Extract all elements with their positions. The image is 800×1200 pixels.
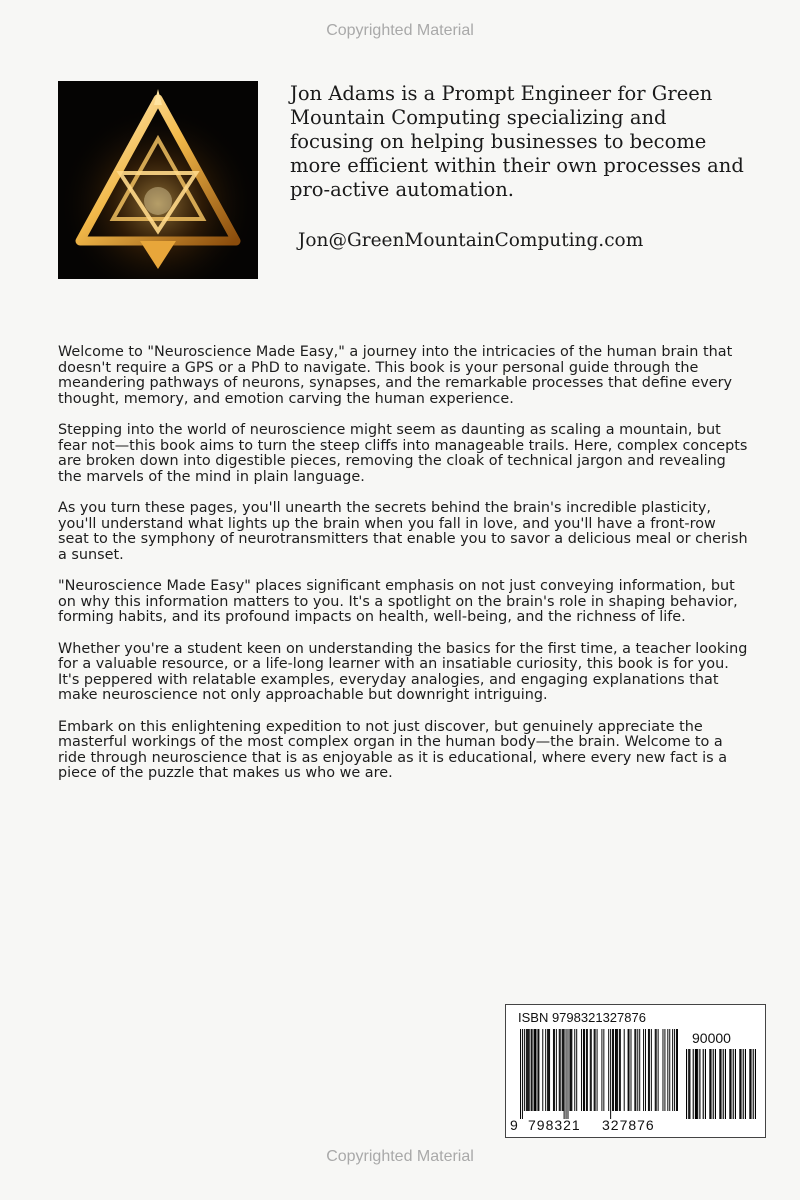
barcode-bar (584, 1029, 585, 1111)
isbn-label: ISBN 9798321327876 (518, 1010, 646, 1025)
barcode-bar (608, 1029, 609, 1111)
barcode-digit-first: 9 (510, 1117, 518, 1133)
barcode-bar (655, 1029, 656, 1111)
barcode-bar (547, 1029, 548, 1111)
barcode-bar (634, 1029, 635, 1111)
barcode-bar (696, 1049, 697, 1119)
barcode-bar (595, 1029, 596, 1111)
book-description (58, 345, 748, 782)
barcode-bar (723, 1049, 724, 1119)
barcode-bar (528, 1029, 529, 1111)
barcode-bar (755, 1049, 756, 1119)
description-paragraph: Whether you're a student keen on understanding the basics for the first time, a teacher looking for a valuable resource, or a life-long learner with an insatiable curiosity, this book is for you. It's peppered with relatable examples, everyday analogies, and engaging explanations that make neuroscience not only approachable but downright intriguing. (58, 640, 748, 703)
barcode-bar (631, 1029, 632, 1111)
price-code: 90000 (692, 1030, 731, 1046)
barcode-bar (603, 1029, 604, 1111)
barcode-bar (649, 1029, 650, 1111)
barcode-bar (693, 1049, 694, 1119)
barcode-bar (531, 1029, 532, 1111)
barcode-bar (686, 1049, 687, 1119)
barcode-bar (610, 1029, 611, 1119)
barcode-bar (688, 1049, 689, 1119)
addon-bars (686, 1049, 756, 1129)
barcode-bar (750, 1049, 751, 1119)
barcode-bar (524, 1029, 525, 1111)
barcode-bar (743, 1049, 744, 1119)
barcode-bar (753, 1049, 754, 1119)
barcode-bar (522, 1029, 523, 1119)
barcode-digits-right: 327876 (602, 1117, 655, 1133)
barcode-bar (564, 1029, 565, 1119)
barcode-bar (667, 1029, 668, 1111)
barcode-bar (749, 1049, 750, 1119)
barcode-bar (612, 1029, 613, 1111)
isbn-barcode (505, 1004, 766, 1138)
barcode-bar (637, 1029, 638, 1111)
barcode-bar (529, 1029, 530, 1111)
barcode-bar (615, 1029, 616, 1111)
barcode-bar (745, 1049, 746, 1119)
barcode-bar (676, 1029, 677, 1111)
barcode-bar (624, 1029, 625, 1111)
barcode-bar (560, 1029, 561, 1111)
barcode-bar (597, 1029, 598, 1111)
ean13-bars (520, 1029, 678, 1121)
barcode-bar (536, 1029, 537, 1111)
barcode-bar (538, 1029, 539, 1111)
barcode-bar (725, 1049, 726, 1119)
barcode-bar (563, 1029, 564, 1111)
barcode-bar (568, 1029, 569, 1119)
author-bio: Jon Adams is a Prompt Engineer for Green Mountain Computing specializing and focusing on helping businesses to become more efficient within their own processes and pro-active automation. (290, 82, 744, 201)
barcode-bar (554, 1029, 555, 1111)
barcode-bar (733, 1049, 734, 1119)
barcode-bar (695, 1049, 696, 1119)
barcode-bar (658, 1029, 659, 1111)
barcode-bar (559, 1029, 560, 1111)
barcode-bar (620, 1029, 621, 1111)
author-email: Jon@GreenMountainComputing.com (298, 230, 644, 251)
barcode-bar (571, 1029, 572, 1111)
barcode-bar (520, 1029, 521, 1119)
barcode-bar (534, 1029, 535, 1111)
barcode-bar (629, 1029, 630, 1111)
description-paragraph: Welcome to "Neuroscience Made Easy," a journey into the intricacies of the human brain that doesn't require a GPS or a PhD to navigate. This book is your personal guide through the meandering pathways of neurons, synapses, and the remarkable processes that define every thought, memory, and emotion carving the human experience. (58, 344, 733, 407)
barcode-bar (674, 1029, 675, 1111)
barcode-bar (553, 1029, 554, 1111)
barcode-bar (526, 1029, 527, 1111)
barcode-bar (643, 1029, 644, 1111)
author-logo (58, 81, 258, 279)
barcode-bar (703, 1049, 704, 1119)
barcode-bar (574, 1029, 575, 1111)
description-paragraph: As you turn these pages, you'll unearth the secrets behind the brain's incredible plasticity, you'll understand what lights up the brain when you fall in love, and you'll have a front-row seat to the symphony of neurotransmitters that enable you to savor a delicious meal or cherish a sunset. (58, 500, 748, 563)
barcode-bar (581, 1029, 582, 1111)
barcode-bar (617, 1029, 618, 1111)
barcode-bar (628, 1029, 629, 1111)
barcode-bar (566, 1029, 567, 1119)
barcode-bar (587, 1029, 588, 1111)
barcode-bar (719, 1049, 720, 1119)
barcode-bar (656, 1029, 657, 1111)
barcode-bar (729, 1049, 730, 1119)
description-paragraph: "Neuroscience Made Easy" places significant emphasis on not just conveying information, but on why this information matters to you. It's a spotlight on the brain's role in shaping behavior, forming habits, and its profound impacts on health, well-being, and the richness of life. (58, 578, 738, 625)
barcode-bar (639, 1029, 640, 1111)
barcode-bar (669, 1029, 670, 1111)
barcode-bar (590, 1029, 591, 1111)
description-paragraph: Embark on this enlightening expedition to not just discover, but genuinely appreciate the masterful workings of the most complex organ in the human body—the brain. Welcome to a ride through neuroscience that is as enjoyable as it is educational, where every new fact is a piece of the puzzle that makes us who we are. (58, 718, 728, 781)
barcode-bar (583, 1029, 584, 1111)
barcode-bar (537, 1029, 538, 1111)
barcode-bar (648, 1029, 649, 1111)
copyright-watermark-top: Copyrighted Material (326, 22, 474, 39)
barcode-bar (545, 1029, 546, 1111)
barcode-bar (556, 1029, 557, 1111)
barcode-bar (532, 1029, 533, 1111)
barcode-bar (542, 1029, 543, 1111)
barcode-bar (548, 1029, 549, 1111)
barcode-bar (601, 1029, 602, 1111)
barcode-bar (562, 1029, 563, 1111)
barcode-bar (549, 1029, 550, 1111)
barcode-bar (569, 1029, 570, 1111)
barcode-digits-left: 798321 (528, 1117, 581, 1133)
barcode-bar (740, 1049, 741, 1119)
golden-triangle-icon (58, 81, 258, 279)
barcode-bar (705, 1049, 706, 1119)
copyright-watermark-bottom: Copyrighted Material (326, 1148, 474, 1165)
barcode-bar (697, 1049, 698, 1119)
barcode-bar (662, 1029, 663, 1111)
barcode-bar (715, 1049, 716, 1119)
barcode-bar (576, 1029, 577, 1111)
barcode-bar (709, 1049, 710, 1119)
barcode-bar (677, 1029, 678, 1111)
barcode-bar (672, 1029, 673, 1111)
barcode-bar (527, 1029, 528, 1111)
barcode-bar (613, 1029, 614, 1111)
barcode-bar (619, 1029, 620, 1111)
barcode-bar (591, 1029, 592, 1111)
barcode-bar (616, 1029, 617, 1111)
barcode-bar (645, 1029, 646, 1111)
barcode-bar (664, 1029, 665, 1111)
barcode-bar (651, 1029, 652, 1111)
barcode-bar (720, 1049, 721, 1119)
barcode-bar (735, 1049, 736, 1119)
barcode-bar (635, 1029, 636, 1111)
barcode-bar (710, 1049, 711, 1119)
barcode-bar (699, 1049, 700, 1119)
barcode-bar (689, 1049, 690, 1119)
description-paragraph: Stepping into the world of neuroscience might seem as daunting as scaling a mountain, but fear not—this book aims to turn the steep cliffs into manageable trails. Here, complex concepts are broken down into digestible pieces, removing the cloak of technical jargon and revealing the marvels of the mind in plain language. (58, 422, 748, 485)
barcode-bar (594, 1029, 595, 1111)
barcode-bar (586, 1029, 587, 1111)
barcode-bar (570, 1029, 571, 1111)
barcode-bar (739, 1049, 740, 1119)
barcode-bar (730, 1049, 731, 1119)
barcode-bar (713, 1049, 714, 1119)
barcode-bar (535, 1029, 536, 1111)
